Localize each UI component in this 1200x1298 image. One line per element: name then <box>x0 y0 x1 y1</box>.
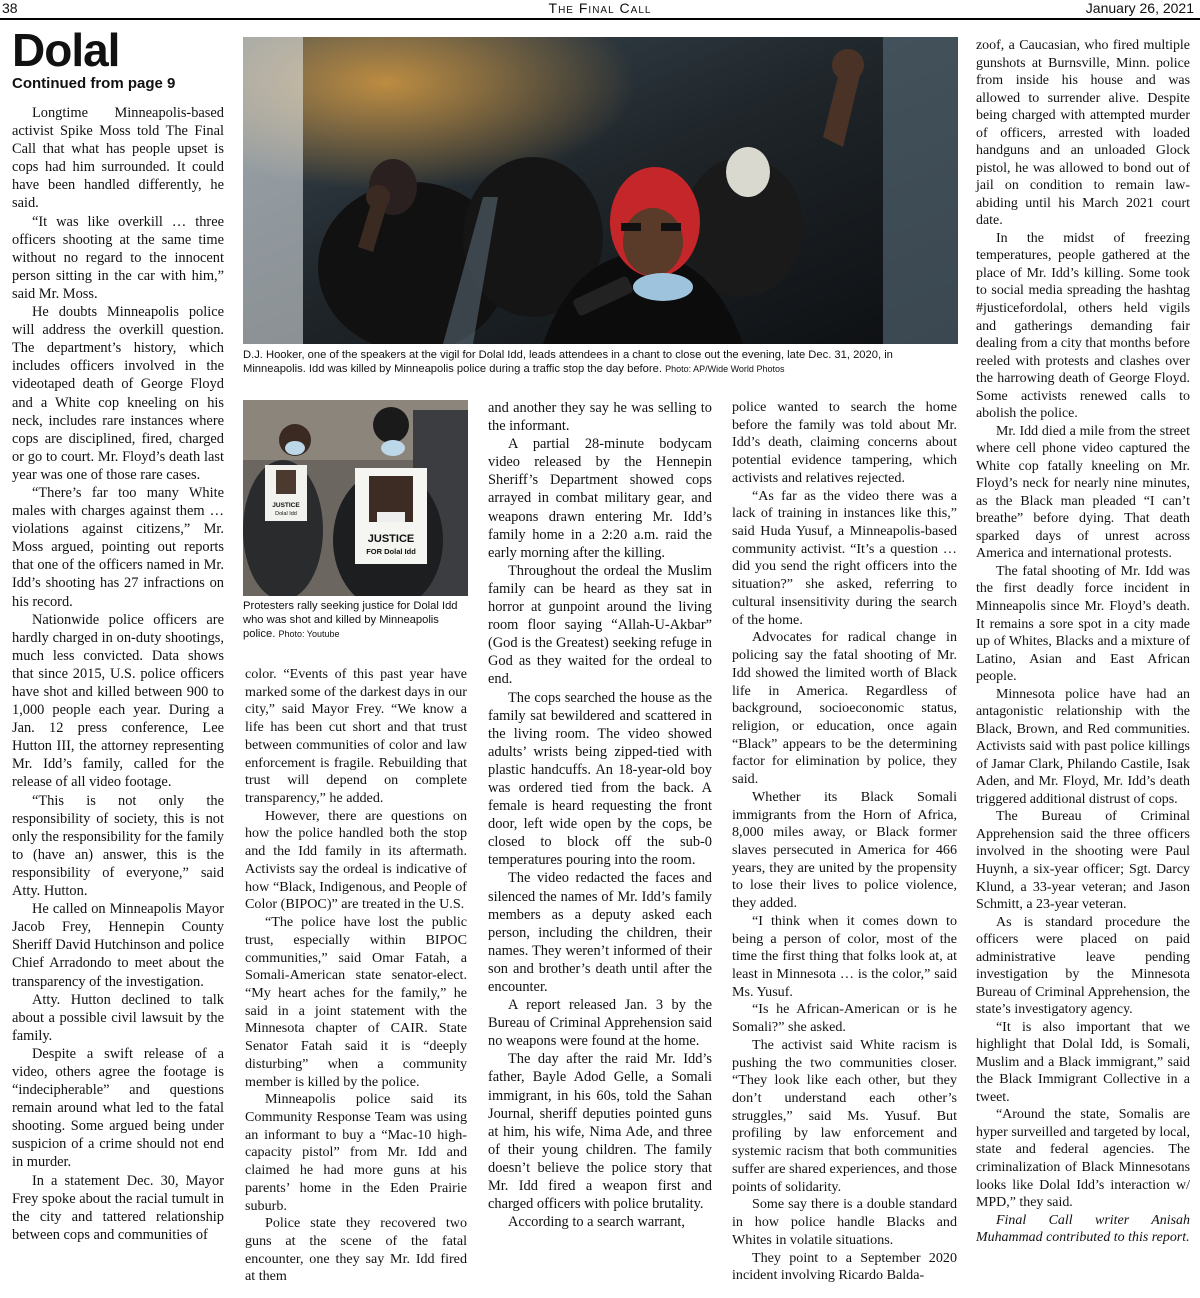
paragraph: They point to a September 2020 incident involving Ricardo Balda- <box>732 1249 957 1284</box>
caption-text: D.J. Hooker, one of the speakers at the vigil for Dolal Idd, leads attendees in a chant to close out the evening, late Dec. 31, 2020, in Minneapolis. Idd was killed by Minneapolis police during a traffic stop the day before. <box>243 349 893 376</box>
paragraph: In a statement Dec. 30, Mayor Frey spoke about the racial tumult in the city and tattered relationship between cops and communities of <box>12 1172 224 1243</box>
paragraph: The video redacted the faces and silenced the names of Mr. Idd’s family members as a deputy asked each person, including the children, their names. They weren’t informed of their son and brother’s death until after the encounter. <box>488 870 712 995</box>
contributor-note: Final Call writer Anisah Muhammad contributed to this report. <box>976 1212 1190 1246</box>
paragraph: A partial 28-minute bodycam video released by the Hennepin Sheriff’s Department showed cops arrayed in combat military gear, and weapons drawn entering Mr. Idd’s family home in a 2:20 a.m. raid the early morning after the killing. <box>488 436 712 561</box>
paragraph: police wanted to search the home before the family was told about Mr. Idd’s death, claiming concerns about potential evidence tampering, which activists and relatives rejected. <box>732 399 957 486</box>
photo-credit: Photo: Youtube <box>278 629 340 640</box>
paragraph: According to a search warrant, <box>508 1214 686 1231</box>
paragraph: “As far as the video there was a lack of training in instances like this,” said Huda Yusuf, a Minneapolis-based community activist. “It’s a question … did you send the right officers into the situation?” she asked, referring to cultural insensitivity during the search of the home. <box>732 487 957 628</box>
paragraph: “There’s far too many White males with charges against them … violations against citizens,” Mr. Moss argued, pointing out reports that one of the officers named in Mr. Idd’s shooting has 27 infractions on his record. <box>12 484 224 610</box>
paragraph: As is standard procedure the officers were placed on paid administrative leave pending investigation by the Minnesota Bureau of Criminal Apprehension, the state’s investigatory agency. <box>976 914 1190 1018</box>
paragraph: Atty. Hutton declined to talk about a possible civil lawsuit by the family. <box>12 991 224 1044</box>
vigil-photo <box>243 37 958 344</box>
paragraph: Nationwide police officers are hardly charged in on-duty shootings, much less convicted. Data shows that since 2015, U.S. police officers have shot and killed between 900 to 1,000 people each year. During a Jan. 12 press conference, Lee Hutton III, the attorney representing Mr. Idd’s family, called for the release of all video footage. <box>12 611 224 791</box>
paragraph: Minnesota police have had an antagonistic relationship with the Black, Brown, and Red communities. Activists said with past police killings of Jamar Clark, Philando Castile, Isak Aden, and Mr. Floyd, Mr. Idd’s death triggered additional distrust of cops. <box>976 686 1190 807</box>
paragraph: Advocates for radical change in policing say the fatal shooting of Mr. Idd showed the limited worth of Black life in America. Regardless of background, socioeconomic status, religion, or education, once again “Black” appears to be the determining factor for elimination by police, they said. <box>732 629 957 788</box>
large-sign-text-1: JUSTICE <box>367 533 415 545</box>
paragraph: Police state they recovered two guns at the scene of the fatal encounter, one they say Mr. Idd fired at them <box>245 1215 467 1285</box>
page-number: 38 <box>2 0 18 16</box>
publication-name: The Final Call <box>548 0 652 16</box>
paragraph: Whether its Black Somali immigrants from the Horn of Africa, 8,000 miles away, or Black former slaves persecuted in America for 466 years, they are united by the propensity to lose their lives to police violence, they added. <box>732 788 957 912</box>
paragraph: A report released Jan. 3 by the Bureau of Criminal Apprehension said no weapons were found at the home. <box>488 997 712 1050</box>
paragraph: The cops searched the house as the family sat bewildered and scattered in the living room. The video showed adults’ wrists being zipped-tied with plastic handcuffs. An 18-year-old boy was ordered tied from the back. A female is heard requesting the front door, left wide open by the cops, be closed to block off the sub-0 temperatures pouring into the room. <box>488 689 712 869</box>
article-column-1 <box>12 104 224 1244</box>
paragraph: “It was like overkill … three officers shooting at the same time without no regard to the innocent person sitting in the car with him,” said Mr. Moss. <box>12 213 224 302</box>
article-title: Dolal <box>12 24 120 76</box>
paragraph: In the midst of freezing temperatures, people gathered at the place of Mr. Idd’s killing. Some took to social media spreading the hashtag #justicefordolal, others held vigils and gatherings demanding fair dealing from a city that months before reeled with protests and clashes over the harrowing death of George Floyd. Some activists renewed calls to abolish the police. <box>976 230 1190 422</box>
paragraph: The activist said White racism is pushing the two communities closer. “They look like each other, but they don’t understand each other’s struggles,” said Ms. Yusuf. But profiling by law enforcement and systemic racism that both communities suffer are shared experiences, and those points of solidarity. <box>732 1036 957 1195</box>
photo-credit: Photo: AP/Wide World Photos <box>665 364 785 375</box>
article-column-2 <box>245 666 467 1286</box>
vigil-photo-caption <box>243 348 958 376</box>
paragraph: and another they say he was selling to the informant. <box>488 400 712 435</box>
continued-from: Continued from page 9 <box>12 75 176 92</box>
paragraph: Some say there is a double standard in how police handle Blacks and Whites in volatile situations. <box>732 1196 957 1248</box>
paragraph: zoof, a Caucasian, who fired multiple gunshots at Burnsville, Minn. police from inside his house and was allowed to surrender alive. Despite being charged with attempted murder of officers, arrested with loaded handguns and an unloaded Glock pistol, he was allowed to bond out of jail on condition to remain law-abiding until his March 2021 court date. <box>976 38 1190 229</box>
paragraph: color. “Events of this past year have marked some of the darkest days in our city,” said Mayor Frey. “We know a life has been cut short and that trust between communities of color and law enforcement is fragile. Rebuilding that trust will depend on complete transparency,” he added. <box>245 666 467 807</box>
page-header <box>0 0 1200 20</box>
paragraph: He doubts Minneapolis police will address the overkill question. The department’s history, which includes officers involved in the videotaped death of George Floyd and a White cop kneeling on his neck, includes rare instances where cops are disciplined, fired, charged or go to court. Mr. Floyd’s death last year was one of those rare cases. <box>12 304 224 483</box>
protesters-photo-caption <box>243 599 468 642</box>
paragraph: However, there are questions on how the police handled both the stop and the Idd family in its aftermath. Activists say the ordeal is indicative of how “Black, Indigenous, and People of Color (BIPOC)” are treated in the U.S. <box>245 807 467 913</box>
paragraph: The Bureau of Criminal Apprehension said the three officers involved in the shooting were Paul Huynh, a six-year officer; Sgt. Darcy Klund, a 33-year veteran; and Jason Schmitt, a 23-year veteran. <box>976 809 1190 913</box>
paragraph: He called on Minneapolis Mayor Jacob Frey, Hennepin County Sheriff David Hutchinson and police Chief Arradondo to meet about the transparency of the investigation. <box>12 901 224 990</box>
large-sign-text-2: FOR Dolal Idd <box>366 547 416 556</box>
paragraph: “The police have lost the public trust, especially within BIPOC communities,” said Omar Fatah, a Somali-American state senator-elect. “My heart aches for the family,” he said in a joint statement with the Minnesota chapter of CAIR. State Senator Fatah said it is “deeply disturbing” when a community member is killed by the police. <box>245 914 467 1090</box>
issue-date: January 26, 2021 <box>1085 0 1194 16</box>
article-column-4 <box>732 399 957 1285</box>
paragraph: Despite a swift release of a video, others agree the footage is “indecipherable” and questions remain around what led to the fatal shooting. Some argued being under suspicion of a crime should not end in murder. <box>12 1045 224 1171</box>
small-sign-text-1: JUSTICE <box>272 502 300 509</box>
paragraph: “I think when it comes down to being a person of color, most of the time the first thing that folks look at, at least in Minnesota … is the color,” said Ms. Yusuf. <box>732 912 957 1000</box>
small-sign-text-2: Dolal Idd <box>275 511 297 517</box>
paragraph: “Is he African-American or is he Somali?” she asked. <box>732 1001 957 1036</box>
paragraph: Throughout the ordeal the Muslim family can be heard as they sat in horror at gunpoint around the living room floor saying “Allah-U-Akbar” (God is the Greatest) seeking refuge in God as they waited for the ordeal to end. <box>488 562 712 688</box>
vigil-photo-image <box>243 37 958 344</box>
protesters-photo-image <box>243 400 468 596</box>
paragraph: “It is also important that we highlight that Dolal Idd, is Somali, Muslim and a Black immigrant,” said the Black Immigrant Collective in a tweet. <box>976 1019 1190 1105</box>
paragraph: Minneapolis police said its Community Response Team was using an informant to buy a “Mac-10 high-capacity pistol” from Mr. Idd and claimed he had more guns at his parents’ home in the Eden Prairie suburb. <box>245 1091 467 1214</box>
paragraph: “Around the state, Somalis are hyper surveilled and targeted by local, state and federal agencies. The criminalization of Black Minnesotans looks like Dolal Idd’s interaction w/ MPD,” they said. <box>976 1107 1190 1211</box>
protesters-photo <box>243 400 468 596</box>
article-column-3 <box>488 399 712 1231</box>
caption-text: Protesters rally seeking justice for Dolal Idd who was shot and killed by Minneapolis police. <box>243 600 458 641</box>
paragraph: Longtime Minneapolis-based activist Spike Moss told The Final Call that what has people upset is cops had him surrounded. It could have been handled differently, he said. <box>12 105 224 212</box>
article-column-5 <box>976 37 1190 1247</box>
paragraph: The fatal shooting of Mr. Idd was the first deadly force incident in Minneapolis since Mr. Floyd’s death. It remains a sore spot in a city made up of Whites, Blacks and a mixture of Latino, Asian and East African people. <box>976 563 1190 685</box>
paragraph: Mr. Idd died a mile from the street where cell phone video captured the White cop fatally kneeling on Mr. Floyd’s neck for nearly nine minutes, as the Black man pleaded “I can’t breathe” before dying. That death sparked days of unrest across America and international protests. <box>976 423 1190 562</box>
paragraph: “This is not only the responsibility of society, this is not only the responsibility for the family to (have an) answer, this is the responsibility of everyone,” said Atty. Hutton. <box>12 792 224 900</box>
paragraph: The day after the raid Mr. Idd’s father, Bayle Adod Gelle, a Somali immigrant, in his 60s, told the Sahan Journal, sheriff deputies pointed guns at him, his wife, Nima Ade, and three of their young children. The family doesn’t believe the police story that Mr. Idd fired a weapon first and charged officers with police brutality. <box>488 1051 712 1213</box>
